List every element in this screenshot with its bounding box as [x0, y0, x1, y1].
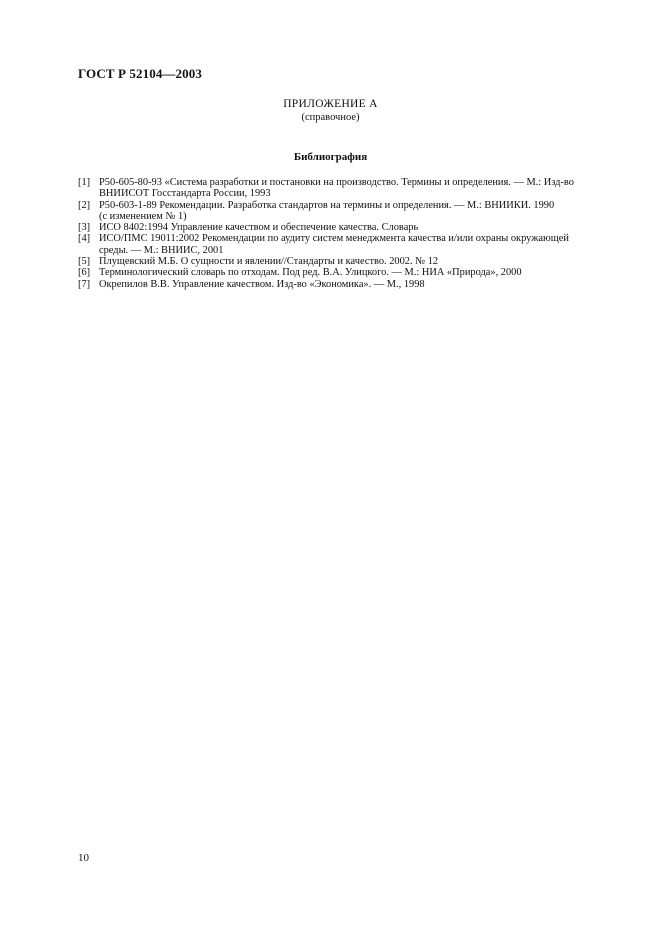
bibliography-item-text [99, 233, 584, 256]
bibliography-item-2 [78, 200, 584, 223]
appendix-kind: (справочное) [301, 112, 360, 123]
appendix-title: ПРИЛОЖЕНИЕ А [283, 98, 378, 110]
document-code-header: ГОСТ Р 52104—2003 [78, 66, 202, 81]
bibliography-heading: Библиография [293, 151, 368, 163]
bibliography-item-text [99, 222, 584, 233]
bibliography-item-4 [78, 233, 584, 256]
bibliography-item-3 [78, 222, 584, 233]
bibliography-list [78, 177, 584, 290]
bibliography-item-line: среды. — М.: ВНИИС, 2001 [99, 244, 224, 256]
bibliography-item-text [99, 279, 584, 290]
bibliography-item-line: ВНИИСОТ Госстандарта России, 1993 [99, 188, 271, 200]
bibliography-item-line: Окрепилов В.В. Управление качеством. Изд-во «Экономика». — М., 1998 [99, 278, 425, 290]
bibliography-item-line: Терминологический словарь по отходам. Под ред. В.А. Улицкого. — М.: НИА «Природа», 2000 [99, 267, 522, 279]
bibliography-item-line: Р50-603-1-89 Рекомендации. Разработка стандартов на термины и определения. — М.: ВНИИКИ. 1990 [99, 199, 555, 211]
page-number: 10 [78, 852, 89, 864]
bibliography-item-line: Плущевский М.Б. О сущности и явлении//Стандарты и качество. 2002. № 12 [99, 256, 439, 268]
bibliography-item-line: ИСО/ПМС 19011:2002 Рекомендации по аудиту систем менеджмента качества и/или охраны окружающей [99, 233, 569, 245]
bibliography-item-number: [3] [78, 222, 91, 234]
bibliography-item-text [99, 256, 584, 267]
bibliography-item-number: [1] [78, 177, 91, 188]
bibliography-item-line: (с изменением № 1) [99, 210, 187, 222]
bibliography-item-number: [6] [78, 267, 91, 279]
bibliography-item-line: ИСО 8402:1994 Управление качеством и обеспечение качества. Словарь [99, 222, 419, 234]
bibliography-item-6 [78, 267, 584, 278]
bibliography-item-number: [4] [78, 233, 91, 245]
bibliography-item-number: [5] [78, 256, 91, 268]
bibliography-item-number: [2] [78, 199, 91, 211]
bibliography-item-text [99, 177, 584, 200]
bibliography-item-7 [78, 279, 584, 290]
bibliography-item-number: [7] [78, 278, 91, 290]
appendix-heading [0, 98, 661, 124]
bibliography-item-5 [78, 256, 584, 267]
bibliography-item-text [99, 200, 584, 223]
bibliography-item-text [99, 267, 584, 278]
bibliography-item-line: Р50-605-80-93 «Система разработки и постановки на производство. Термины и определения. — М.: Изд-во [99, 177, 574, 188]
bibliography-item-1 [78, 177, 584, 200]
